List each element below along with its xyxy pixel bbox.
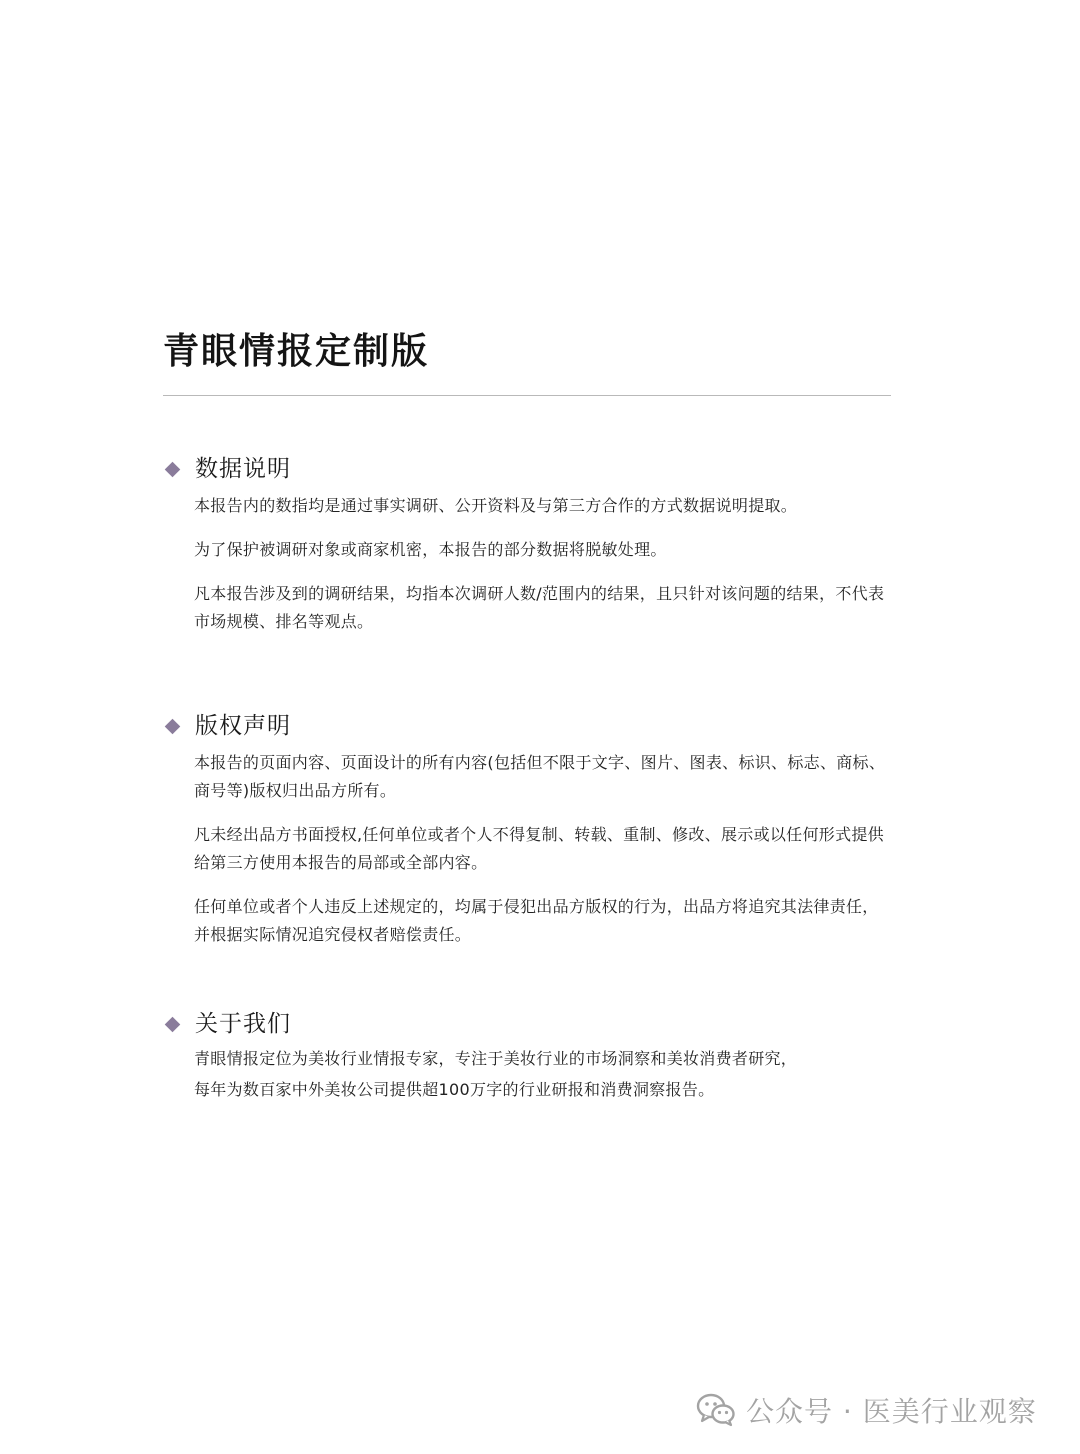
wechat-icon bbox=[696, 1393, 736, 1427]
section-about-us bbox=[163, 1007, 903, 1104]
section-copyright bbox=[163, 709, 903, 949]
paragraph: 凡本报告涉及到的调研结果，均指本次调研人数/范围内的结果，且只针对该问题的结果，不代表市场规模、排名等观点。 bbox=[194, 584, 885, 631]
paragraph: 任何单位或者个人违反上述规定的，均属于侵犯出品方版权的行为，出品方将追究其法律责任，并根据实际情况追究侵权者赔偿责任。 bbox=[194, 897, 879, 944]
section-body bbox=[194, 1045, 894, 1104]
paragraph: 青眼情报定位为美妆行业情报专家，专注于美妆行业的市场洞察和美妆消费者研究， bbox=[194, 1049, 798, 1068]
section-body bbox=[194, 749, 894, 949]
paragraph: 本报告内的数指均是通过事实调研、公开资料及与第三方合作的方式数据说明提取。 bbox=[194, 496, 798, 515]
section-heading bbox=[163, 1007, 903, 1041]
page-title: 青眼情报定制版 bbox=[163, 331, 430, 372]
diamond-bullet-icon bbox=[165, 718, 181, 734]
paragraph: 每年为数百家中外美妆公司提供超100万字的行业研报和消费洞察报告。 bbox=[194, 1080, 715, 1099]
section-heading bbox=[163, 709, 903, 743]
diamond-bullet-icon bbox=[165, 1016, 181, 1032]
section-data-description bbox=[163, 452, 903, 636]
section-body bbox=[194, 492, 894, 636]
section-title: 数据说明 bbox=[195, 456, 291, 482]
section-title: 版权声明 bbox=[195, 713, 291, 739]
paragraph: 凡未经出品方书面授权,任何单位或者个人不得复制、转载、重制、修改、展示或以任何形式提供给第三方使用本报告的局部或全部内容。 bbox=[194, 825, 884, 872]
diamond-bullet-icon bbox=[165, 461, 181, 477]
section-title: 关于我们 bbox=[195, 1011, 291, 1037]
watermark bbox=[696, 1388, 1037, 1432]
section-heading bbox=[163, 452, 903, 486]
paragraph: 本报告的页面内容、页面设计的所有内容(包括但不限于文字、图片、图表、标识、标志、商标、商号等)版权归出品方所有。 bbox=[194, 753, 886, 800]
paragraph: 为了保护被调研对象或商家机密，本报告的部分数据将脱敏处理。 bbox=[194, 540, 667, 559]
watermark-text: 公众号 · 医美行业观察 bbox=[746, 1395, 1037, 1428]
title-divider bbox=[163, 395, 891, 396]
